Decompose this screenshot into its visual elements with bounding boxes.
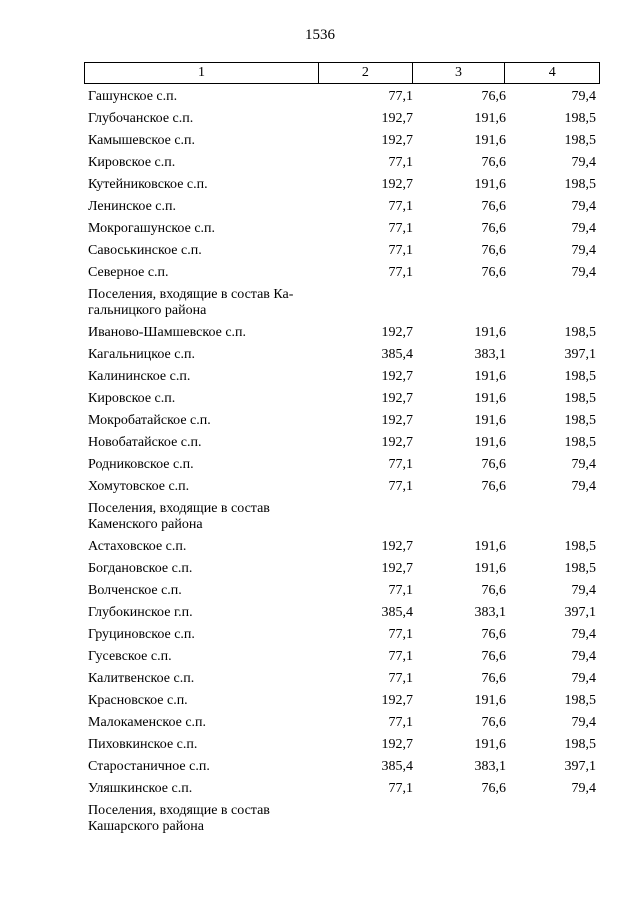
value-col-2: 192,7 [381,737,413,752]
value-col-3: 76,6 [481,155,506,170]
table-row [88,734,596,756]
value-col-3: 76,6 [481,781,506,796]
value-col-3: 191,6 [474,111,506,126]
table-row [88,262,596,284]
value-col-2: 77,1 [388,221,413,236]
table-row [88,218,596,240]
settlement-name: Богдановское с.п. [88,561,193,576]
table-row [88,536,596,558]
value-col-2: 77,1 [388,457,413,472]
settlement-name: Волченское с.п. [88,583,182,598]
value-col-4: 198,5 [564,413,596,428]
value-col-3: 76,6 [481,583,506,598]
settlement-name: Гашунское с.п. [88,89,178,104]
value-col-3: 191,6 [474,435,506,450]
value-col-2: 77,1 [388,479,413,494]
table-row [88,602,596,624]
value-col-2: 192,7 [381,413,413,428]
value-col-4: 79,4 [571,89,596,104]
value-col-2: 192,7 [381,325,413,340]
settlement-name: Астаховское с.п. [88,539,187,554]
value-col-4: 397,1 [564,605,596,620]
value-col-3: 191,6 [474,737,506,752]
value-col-3: 76,6 [481,265,506,280]
value-col-3: 191,6 [474,391,506,406]
table-row [88,756,596,778]
settlement-name: Калининское с.п. [88,369,191,384]
value-col-4: 79,4 [571,715,596,730]
settlement-name: Глубокинское г.п. [88,605,193,620]
value-col-2: 77,1 [388,781,413,796]
value-col-4: 79,4 [571,479,596,494]
value-col-4: 198,5 [564,177,596,192]
table-row [88,86,596,108]
table-row [88,240,596,262]
value-col-3: 76,6 [481,715,506,730]
table-row [88,558,596,580]
table-row [88,174,596,196]
value-col-2: 77,1 [388,155,413,170]
settlement-name: Кагальницкое с.п. [88,347,195,362]
section-heading: Поселения, входящие в состав Каменского района [88,501,270,532]
settlement-name: Ленинское с.п. [88,199,176,214]
value-col-4: 198,5 [564,391,596,406]
value-col-2: 77,1 [388,89,413,104]
table-row [88,712,596,734]
value-col-2: 385,4 [381,347,413,362]
settlement-name: Пиховкинское с.п. [88,737,198,752]
value-col-2: 77,1 [388,649,413,664]
value-col-2: 77,1 [388,583,413,598]
value-col-4: 79,4 [571,781,596,796]
value-col-4: 198,5 [564,133,596,148]
settlement-name: Гусевское с.п. [88,649,172,664]
table-row [88,646,596,668]
value-col-3: 383,1 [474,605,506,620]
value-col-2: 192,7 [381,693,413,708]
settlement-name: Мокробатайское с.п. [88,413,211,428]
value-col-4: 79,4 [571,221,596,236]
value-col-2: 192,7 [381,539,413,554]
table-row [88,690,596,712]
value-col-4: 79,4 [571,671,596,686]
value-col-3: 76,6 [481,199,506,214]
column-header-4: 4 [548,65,556,80]
column-header-3: 3 [413,63,506,83]
table-row [88,410,596,432]
value-col-3: 191,6 [474,413,506,428]
page-number: 1536 [305,27,335,43]
settlement-name: Кировское с.п. [88,391,176,406]
value-col-4: 198,5 [564,435,596,450]
value-col-4: 79,4 [571,265,596,280]
value-col-3: 76,6 [481,457,506,472]
settlement-name: Савоськинское с.п. [88,243,202,258]
value-col-3: 191,6 [474,369,506,384]
settlement-name: Камышевское с.п. [88,133,196,148]
table-row [88,388,596,410]
settlement-name: Глубочанское с.п. [88,111,194,126]
value-col-2: 192,7 [381,435,413,450]
value-col-4: 79,4 [571,627,596,642]
value-col-4: 397,1 [564,347,596,362]
value-col-2: 192,7 [381,391,413,406]
settlement-name: Хомутовское с.п. [88,479,190,494]
settlement-name: Старостаничное с.п. [88,759,210,774]
section-heading: Поселения, входящие в состав Кашарского района [88,803,270,834]
settlement-name: Уляшкинское с.п. [88,781,193,796]
value-col-4: 198,5 [564,737,596,752]
settlement-name: Родниковское с.п. [88,457,194,472]
table-row [88,366,596,388]
settlement-name: Новобатайское с.п. [88,435,202,450]
value-col-4: 79,4 [571,155,596,170]
value-col-3: 191,6 [474,561,506,576]
table-row [88,152,596,174]
value-col-4: 198,5 [564,561,596,576]
value-col-3: 76,6 [481,479,506,494]
table-row [88,476,596,498]
value-col-2: 192,7 [381,177,413,192]
table-row [88,130,596,152]
value-col-2: 77,1 [388,671,413,686]
value-col-3: 76,6 [481,243,506,258]
value-col-3: 191,6 [474,325,506,340]
table-row [88,668,596,690]
value-col-2: 77,1 [388,715,413,730]
section-heading-row [88,498,596,536]
table-row [88,322,596,344]
value-col-4: 198,5 [564,325,596,340]
value-col-4: 198,5 [564,369,596,384]
table-row [88,624,596,646]
settlement-name: Северное с.п. [88,265,169,280]
value-col-2: 192,7 [381,369,413,384]
table-row [88,344,596,366]
value-col-4: 397,1 [564,759,596,774]
value-col-3: 76,6 [481,89,506,104]
value-col-2: 192,7 [381,111,413,126]
settlement-name: Иваново-Шамшевское с.п. [88,325,247,340]
settlement-name: Кутейниковское с.п. [88,177,208,192]
settlement-name: Малокаменское с.п. [88,715,207,730]
value-col-2: 77,1 [388,627,413,642]
value-col-3: 191,6 [474,539,506,554]
section-heading-row [88,800,596,838]
value-col-4: 79,4 [571,649,596,664]
column-header-1: 1 [85,63,319,83]
column-header-2: 2 [319,63,413,83]
value-col-4: 198,5 [564,693,596,708]
table-row [88,108,596,130]
value-col-4: 79,4 [571,583,596,598]
value-col-3: 191,6 [474,133,506,148]
value-col-4: 79,4 [571,243,596,258]
table-row [88,454,596,476]
value-col-4: 79,4 [571,457,596,472]
value-col-3: 191,6 [474,177,506,192]
table-row [88,432,596,454]
section-heading: Поселения, входящие в состав Ка- гальницкого района [88,287,294,318]
value-col-2: 77,1 [388,243,413,258]
value-col-4: 198,5 [564,539,596,554]
table-row [88,778,596,800]
value-col-3: 383,1 [474,347,506,362]
value-col-2: 192,7 [381,133,413,148]
value-col-3: 76,6 [481,221,506,236]
settlement-name: Калитвенское с.п. [88,671,195,686]
value-col-3: 383,1 [474,759,506,774]
settlement-name: Красновское с.п. [88,693,188,708]
table-row [88,196,596,218]
table-row [88,580,596,602]
value-col-3: 76,6 [481,627,506,642]
value-col-2: 385,4 [381,759,413,774]
settlement-name: Кировское с.п. [88,155,176,170]
settlement-name: Мокрогашунское с.п. [88,221,216,236]
value-col-3: 191,6 [474,693,506,708]
value-col-2: 192,7 [381,561,413,576]
value-col-3: 76,6 [481,649,506,664]
value-col-4: 79,4 [571,199,596,214]
value-col-2: 385,4 [381,605,413,620]
value-col-2: 77,1 [388,199,413,214]
value-col-3: 76,6 [481,671,506,686]
table-header [84,62,600,84]
section-heading-row [88,284,596,322]
value-col-4: 198,5 [564,111,596,126]
value-col-2: 77,1 [388,265,413,280]
table-body [88,86,596,838]
settlement-name: Груциновское с.п. [88,627,195,642]
